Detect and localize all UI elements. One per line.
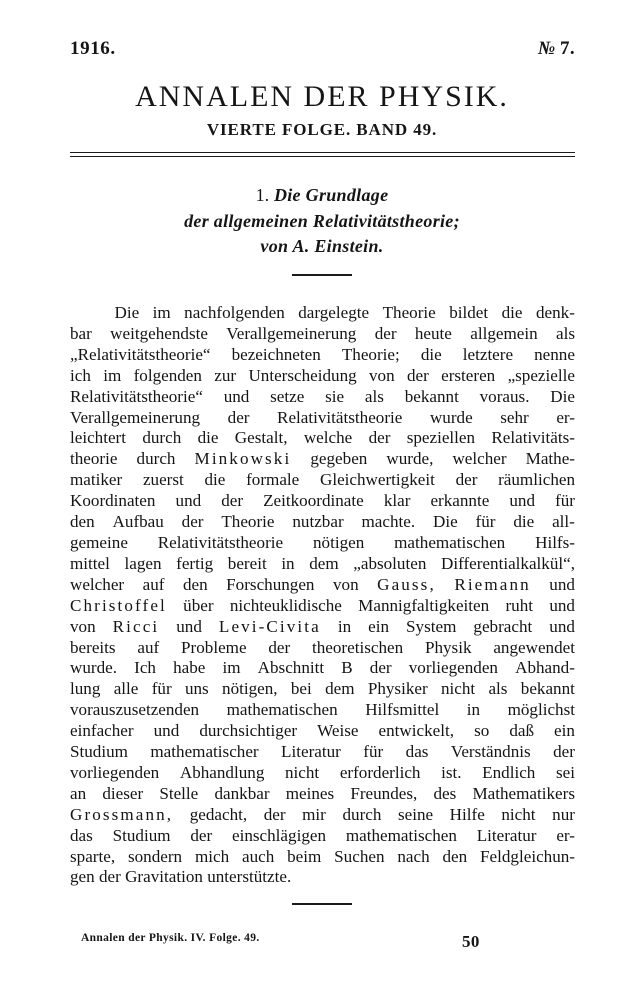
- body-line: [70, 512, 575, 533]
- footer-page-number: 50: [462, 932, 480, 951]
- body-word: bar: [70, 323, 92, 343]
- body-word: Verständnis: [450, 742, 531, 762]
- body-word: der: [263, 804, 286, 824]
- body-word: Hilfe: [449, 804, 485, 824]
- body-line: [70, 449, 575, 470]
- body-word: Mathe-: [525, 449, 575, 469]
- body-word: im: [152, 303, 171, 322]
- body-word: Studium: [70, 742, 128, 762]
- body-word: als: [364, 386, 384, 406]
- body-word: und: [549, 595, 575, 615]
- body-word: an: [70, 783, 87, 803]
- body-word: für: [151, 679, 172, 699]
- body-line: [70, 617, 575, 638]
- body-word: der: [369, 658, 392, 678]
- body-word: Suchen: [334, 846, 385, 866]
- body-line: [70, 554, 575, 575]
- body-word: und: [509, 491, 535, 511]
- body-word: folgenden: [133, 365, 202, 385]
- body-word: durch: [142, 428, 182, 448]
- body-word: gebracht: [473, 616, 533, 636]
- body-word: unterstützte.: [202, 867, 292, 887]
- body-word: daß: [509, 721, 534, 741]
- proper-name: Riemann: [454, 574, 531, 594]
- body-word: dieser: [102, 783, 144, 803]
- body-word: lagen: [124, 553, 162, 573]
- body-line: [70, 324, 575, 345]
- body-word: Abhandlung: [179, 762, 265, 782]
- body-word: in: [337, 616, 352, 636]
- body-word: ist.: [441, 762, 462, 782]
- body-word: Gravitation: [120, 867, 203, 887]
- body-word: ruht: [505, 595, 534, 615]
- body-word: Mathematikers: [472, 783, 575, 803]
- proper-name: Minkowski: [194, 449, 292, 469]
- body-word: bereits: [70, 637, 116, 657]
- body-word: nur: [552, 804, 575, 824]
- body-word: Endlich: [482, 762, 536, 782]
- body-word: zur: [214, 365, 237, 385]
- body-word: bereit: [227, 553, 267, 573]
- body-word: er-: [556, 407, 575, 427]
- body-word: von: [70, 616, 96, 636]
- body-word: mathematischen: [394, 532, 506, 552]
- body-word: das: [70, 825, 93, 845]
- body-word: Mannigfaltigkeiten: [358, 595, 490, 615]
- body-word: er-: [556, 825, 575, 845]
- body-word: die: [513, 512, 535, 532]
- body-word: dargelegte: [298, 303, 370, 322]
- body-line: [70, 533, 575, 554]
- body-word: B: [341, 658, 353, 678]
- body-word: formale: [246, 470, 300, 490]
- body-word: räumlichen: [498, 470, 575, 490]
- body-word: vorliegenden: [70, 762, 160, 782]
- body-word: machte.: [361, 512, 416, 532]
- body-word: Probleme: [181, 637, 247, 657]
- body-word: Die: [550, 386, 575, 406]
- issue-number-value: 7.: [559, 38, 575, 59]
- body-word: Die: [433, 512, 458, 532]
- body-word: sei: [555, 762, 575, 782]
- body-word: Gleichwertigkeit: [319, 470, 435, 490]
- numero-sign-icon: №: [537, 38, 555, 59]
- body-line: [70, 303, 575, 324]
- body-word: theorie: [70, 449, 118, 469]
- body-word: setze: [270, 386, 305, 406]
- body-word: ein: [368, 616, 390, 636]
- body-word: nachfolgenden: [184, 303, 285, 322]
- body-word: gedacht,: [189, 804, 248, 824]
- body-line: [70, 763, 575, 784]
- body-word: der: [374, 323, 397, 343]
- body-word: Feldgleichun-: [480, 846, 575, 866]
- body-word: in: [281, 553, 295, 573]
- body-word: einfacher: [70, 721, 134, 741]
- body-word: Ich: [134, 658, 156, 678]
- body-word: weitgehendste: [110, 323, 208, 343]
- body-word: für: [475, 512, 496, 532]
- page-footer: [81, 932, 575, 951]
- issue-number: [538, 38, 575, 60]
- body-word: denk-: [535, 303, 575, 322]
- body-word: und: [176, 616, 202, 636]
- article-title-line-2: der allgemeinen Relativitätstheorie;: [184, 210, 460, 231]
- body-word: mich: [194, 846, 230, 866]
- body-word: der: [94, 867, 121, 887]
- body-word: angewendet: [493, 637, 575, 657]
- body-word: gemeine: [70, 532, 128, 552]
- body-line: [70, 387, 575, 408]
- body-word: wurde,: [386, 449, 434, 469]
- body-line: [70, 658, 575, 679]
- body-word: bekannt: [404, 386, 459, 406]
- body-word: die: [204, 470, 226, 490]
- body-word: der: [268, 637, 291, 657]
- body-line: [70, 491, 575, 512]
- body-word: der: [190, 825, 213, 845]
- body-word: des: [433, 783, 457, 803]
- body-word: „Relativitätstheorie“: [70, 344, 211, 364]
- body-word: leichtert: [70, 428, 126, 448]
- body-word: dem: [309, 553, 339, 573]
- body-word: welcher: [452, 449, 507, 469]
- body-word: so: [474, 721, 490, 741]
- body-word: Hilfsmittel: [365, 700, 440, 720]
- article-title-block: [0, 183, 644, 260]
- body-word: nichteuklidische: [229, 595, 342, 615]
- body-word: Verallgemeinerung: [226, 323, 357, 343]
- body-word: wurde: [429, 407, 473, 427]
- body-word: Weise: [317, 721, 359, 741]
- body-word: von: [333, 574, 359, 594]
- body-word: allgemein: [470, 323, 538, 343]
- body-line: [70, 366, 575, 387]
- body-word: Relativitätstheorie“: [70, 386, 203, 406]
- body-word: der: [181, 512, 204, 532]
- body-word: und: [223, 386, 250, 406]
- body-word: in: [466, 700, 481, 720]
- body-word: der: [221, 491, 244, 511]
- body-line: [70, 847, 575, 868]
- proper-name: Levi-Civita: [218, 616, 321, 636]
- running-head: [70, 38, 575, 64]
- body-word: habe: [173, 658, 206, 678]
- body-word: Gestalt,: [234, 428, 288, 448]
- body-word: zuerst: [142, 470, 184, 490]
- body-word: voraus.: [479, 386, 530, 406]
- body-word: entwickelt,: [378, 721, 455, 741]
- body-word: mathematischen: [345, 825, 457, 845]
- body-word: beim: [287, 846, 322, 866]
- article-title-part-1: Die Grundlage: [273, 185, 389, 205]
- body-word: und: [549, 574, 575, 594]
- body-word: bei: [290, 679, 312, 699]
- paragraph-indent: [70, 303, 101, 324]
- body-word: Differentialkalkül“,: [440, 553, 575, 573]
- body-line: [70, 679, 575, 700]
- body-word: über: [183, 595, 214, 615]
- body-line: [70, 408, 575, 429]
- proper-name: Gauss,: [377, 574, 436, 594]
- body-word: nicht: [440, 679, 476, 699]
- body-word: Unterscheidung: [248, 365, 357, 385]
- body-word: das: [405, 742, 429, 762]
- body-word: ich: [70, 365, 91, 385]
- body-word: der: [227, 407, 250, 427]
- body-line: [70, 700, 575, 721]
- body-line: [70, 575, 575, 596]
- body-word: der: [455, 470, 478, 490]
- article-number: 1.: [255, 185, 270, 205]
- body-word: den: [70, 512, 95, 532]
- body-word: der: [368, 428, 391, 448]
- masthead: [0, 80, 644, 140]
- body-word: Stelle: [159, 783, 199, 803]
- body-word: vorauszusetzenden: [70, 700, 200, 720]
- body-word: nötigen,: [222, 679, 278, 699]
- body-word: Verallgemeinerung: [70, 407, 201, 427]
- body-word: die: [420, 344, 442, 364]
- body-word: den: [442, 846, 468, 866]
- body-word: speziellen: [406, 428, 476, 448]
- body-word: Theorie: [382, 303, 436, 322]
- body-word: klar: [383, 491, 411, 511]
- body-word: Literatur: [281, 742, 341, 762]
- body-word: uns: [184, 679, 209, 699]
- body-word: all-: [552, 512, 575, 532]
- body-word: möglichst: [507, 700, 575, 720]
- body-end-divider-rule: [292, 903, 352, 905]
- body-word: Abschnitt: [257, 658, 325, 678]
- article-title-line-1: [0, 183, 644, 209]
- body-word: gen: [70, 867, 95, 887]
- body-line: [70, 784, 575, 805]
- body-line: [70, 345, 575, 366]
- body-word: lung: [70, 679, 101, 699]
- body-word: und: [549, 616, 575, 636]
- body-word: Studium: [112, 825, 171, 845]
- body-paragraph: [70, 303, 575, 888]
- body-line: [70, 867, 575, 888]
- body-line: [70, 805, 575, 826]
- body-word: bezeichneten: [231, 344, 321, 364]
- body-word: Theorie: [221, 512, 275, 532]
- body-word: Physik: [424, 637, 472, 657]
- body-word: nach: [397, 846, 430, 866]
- body-line: [70, 470, 575, 491]
- body-word: „spezielle: [507, 365, 575, 385]
- body-word: für: [363, 742, 384, 762]
- body-word: Physiker: [367, 679, 428, 699]
- body-word: vorliegenden: [408, 658, 498, 678]
- body-word: sie: [325, 386, 345, 406]
- masthead-double-rule: [70, 152, 575, 157]
- body-word: Forschungen: [226, 574, 315, 594]
- body-word: Zeitkoordinate: [263, 491, 364, 511]
- body-word: sehr: [500, 407, 529, 427]
- body-word: mir: [302, 804, 326, 824]
- article-byline: von A. Einstein.: [260, 236, 384, 257]
- body-word: Theorie;: [341, 344, 400, 364]
- body-word: auf: [137, 637, 160, 657]
- body-word: durchsichtiger: [199, 721, 298, 741]
- body-word: auf: [142, 574, 165, 594]
- body-word: letztere: [462, 344, 514, 364]
- body-word: heute: [414, 323, 452, 343]
- body-word: sondern: [127, 846, 183, 866]
- body-word: alle: [113, 679, 139, 699]
- body-word: Literatur: [476, 825, 537, 845]
- proper-name: Grossmann,: [70, 804, 174, 824]
- body-word: ersteren: [441, 365, 496, 385]
- body-word: nötigen: [312, 532, 365, 552]
- issue-year: 1916.: [70, 38, 116, 59]
- journal-title: ANNALEN DER PHYSIK.: [135, 80, 509, 113]
- body-word: mathematischen: [226, 700, 338, 720]
- body-word: welche: [303, 428, 353, 448]
- body-word: im: [222, 658, 241, 678]
- body-word: Die: [114, 303, 140, 322]
- body-word: ein: [554, 721, 575, 741]
- body-word: mittel: [70, 553, 110, 573]
- body-word: welcher: [70, 574, 125, 594]
- body-word: Koordinaten: [70, 491, 156, 511]
- proper-name: Ricci: [112, 616, 160, 636]
- body-line: [70, 721, 575, 742]
- body-word: im: [103, 365, 122, 385]
- body-word: auch: [241, 846, 275, 866]
- body-word: durch: [342, 804, 382, 824]
- body-word: Freundes,: [350, 783, 418, 803]
- body-word: durch: [136, 449, 176, 469]
- body-word: nenne: [534, 344, 575, 364]
- body-word: und: [153, 721, 180, 741]
- body-word: erforderlich: [339, 762, 421, 782]
- body-word: für: [555, 491, 575, 511]
- body-word: Abhand-: [515, 658, 575, 678]
- body-word: nicht: [285, 762, 320, 782]
- body-word: von: [369, 365, 395, 385]
- body-line: [70, 742, 575, 763]
- body-word: bekannt: [520, 679, 575, 699]
- body-word: matiker: [70, 470, 123, 490]
- body-word: bildet: [449, 303, 489, 322]
- proper-name: Christoffel: [70, 595, 167, 615]
- footer-source-line: Annalen der Physik. IV. Folge. 49.: [81, 932, 260, 944]
- body-word: Relativitäts-: [491, 428, 575, 448]
- body-word: dem: [325, 679, 355, 699]
- body-word: als: [556, 323, 575, 343]
- body-word: Relativitätstheorie: [157, 532, 284, 552]
- body-word: seine: [397, 804, 434, 824]
- body-line: [70, 826, 575, 847]
- title-divider-rule: [292, 274, 352, 276]
- body-line: [70, 638, 575, 659]
- journal-series-line: VIERTE FOLGE. BAND 49.: [206, 119, 438, 139]
- body-word: Relativitätstheorie: [277, 407, 403, 427]
- body-line: [70, 596, 575, 617]
- body-word: den: [182, 574, 208, 594]
- body-word: Hilfs-: [535, 532, 575, 552]
- body-word: gegeben: [310, 449, 368, 469]
- body-word: und: [175, 491, 202, 511]
- body-word: der: [406, 365, 429, 385]
- body-word: der: [553, 742, 575, 762]
- body-line: [70, 428, 575, 449]
- body-word: sparte,: [70, 846, 116, 866]
- body-word: nutzbar: [292, 512, 344, 532]
- body-word: meines: [285, 783, 335, 803]
- body-word: dankbar: [214, 783, 270, 803]
- body-word: die: [197, 428, 219, 448]
- body-word: mathematischer: [150, 742, 259, 762]
- body-word: einschlägigen: [232, 825, 326, 845]
- body-word: wurde.: [70, 658, 117, 678]
- body-word: als: [488, 679, 508, 699]
- body-word: fertig: [176, 553, 214, 573]
- body-word: System: [406, 616, 457, 636]
- body-word: Aufbau: [112, 512, 164, 532]
- body-word: nicht: [501, 804, 536, 824]
- body-word: „absoluten: [353, 553, 427, 573]
- body-word: theoretischen: [312, 637, 404, 657]
- body-word: die: [501, 303, 523, 322]
- body-word: erkannte: [430, 491, 490, 511]
